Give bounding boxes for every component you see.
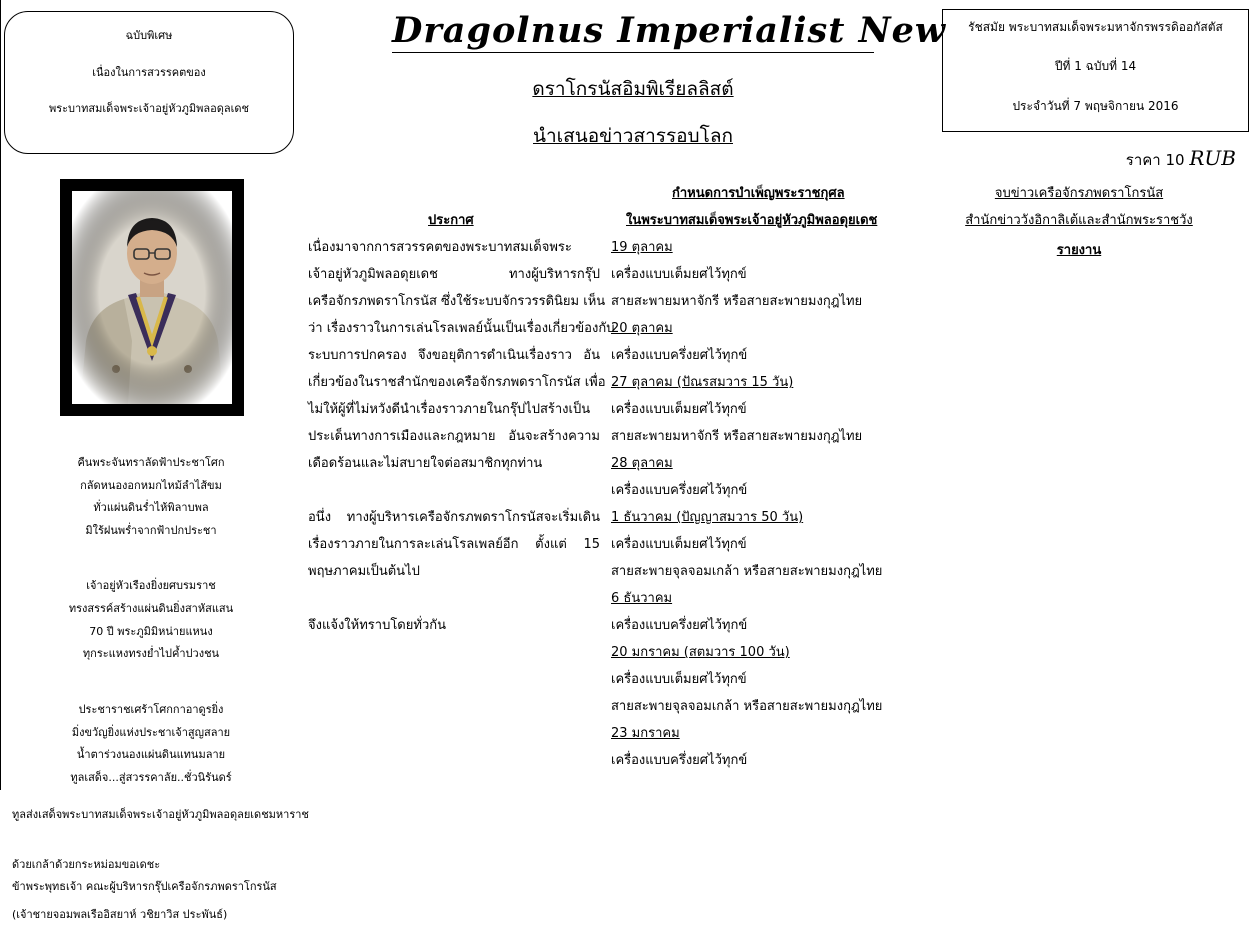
poem-line: ทั่วแผ่นดินร่ำไห้พิลาบพล bbox=[93, 501, 209, 514]
poem-line: ทุกระแหงทรงย่ำไปค้ำปวงชน bbox=[82, 647, 220, 660]
poem-line: เจ้าอยู่หัวเรืองยิ่งยศบรมราช bbox=[86, 579, 216, 592]
announcement-line: ว่า เรื่องราวในการเล่นโรลเพลย์นั้นเป็นเรื่องเกี่ยวข้องกับ bbox=[308, 321, 615, 336]
poem-line: น้ำตาร่วงนองแผ่นดินแทนมลาย bbox=[76, 748, 226, 761]
schedule-dress-code: เครื่องแบบครึ่งยศไว้ทุกข์ bbox=[611, 483, 748, 498]
farewell-salutation: ด้วยเกล้าด้วยกระหม่อมขอเดชะ bbox=[12, 858, 161, 871]
news-end-label: จบข่าวเครือจักรภพดราโกรนัส bbox=[994, 186, 1164, 201]
announcement-line: เรื่องราวภายในการละเล่นโรลเพลย์อีก ตั้งแต่ 15 bbox=[308, 537, 600, 552]
schedule-dress-code: เครื่องแบบเต็มยศไว้ทุกข์ bbox=[611, 672, 747, 687]
portrait-image bbox=[72, 191, 232, 404]
report-label: รายงาน bbox=[1056, 243, 1102, 258]
special-edition-label: ฉบับพิเศษ bbox=[125, 29, 173, 42]
farewell-signer-name: (เจ้าชายจอมพลเรืออิสยาห์ วชิยาวิส ประพันธ์) bbox=[12, 908, 228, 921]
poem-line: คืนพระจันทราลัดฟ้าประชาโศก bbox=[77, 456, 225, 469]
special-edition-box bbox=[4, 11, 294, 154]
announcement-line: เดือดร้อนและไม่สบายใจต่อสมาชิกทุกท่าน bbox=[308, 456, 543, 471]
announcement-closing: จึงแจ้งให้ทราบโดยทั่วกัน bbox=[308, 618, 446, 633]
schedule-dress-code: สายสะพายจุลจอมเกล้า หรือสายสะพายมงกุฎไทย bbox=[611, 564, 883, 579]
king-name-text: พระบาทสมเด็จพระเจ้าอยู่หัวภูมิพลอดุลเดช bbox=[48, 102, 250, 115]
announcement-line: ระบบการปกครอง จึงขอยุติการดำเนินเรื่องราว อัน bbox=[308, 348, 600, 363]
announcement-line: อนึ่ง ทางผู้บริหารเครือจักรภพดราโกรนัสจะเริ่มเดิน bbox=[308, 510, 600, 525]
schedule-date: 20 ตุลาคม bbox=[611, 321, 673, 336]
schedule-dress-code: สายสะพายมหาจักรี หรือสายสะพายมงกุฎไทย bbox=[611, 429, 863, 444]
schedule-heading: กำหนดการบำเพ็ญพระราชกุศล bbox=[672, 186, 845, 201]
announcement-line: เจ้าอยู่หัวภูมิพลอดุยเดช ทางผู้บริหารกรุ๊ป bbox=[308, 267, 600, 282]
poem-line: มิ่งขวัญยิ่งแห่งประชาเจ้าสูญสลาย bbox=[71, 726, 231, 739]
schedule-date: 23 มกราคม bbox=[611, 726, 680, 741]
schedule-dress-code: เครื่องแบบเต็มยศไว้ทุกข์ bbox=[611, 537, 747, 552]
schedule-dress-code: เครื่องแบบครึ่งยศไว้ทุกข์ bbox=[611, 348, 748, 363]
newspaper-tagline: นำเสนอข่าวสารรอบโลก bbox=[533, 125, 733, 147]
schedule-subheading: ในพระบาทสมเด็จพระเจ้าอยู่หัวภูมิพลอดุยเดช bbox=[626, 213, 878, 228]
page-left-border bbox=[0, 0, 1, 790]
price-currency: RUB bbox=[1189, 146, 1236, 170]
announcement-line: ไม่ให้ผู้ที่ไม่หวังดีนำเรื่องราวภายในกรุ๊ปไปสร้างเป็น bbox=[308, 402, 591, 417]
schedule-date: 19 ตุลาคม bbox=[611, 240, 673, 255]
schedule-dress-code: สายสะพายมหาจักรี หรือสายสะพายมงกุฎไทย bbox=[611, 294, 863, 309]
poem-line: ทรงสรรค์สร้างแผ่นดินยิ่งสาหัสแสน bbox=[68, 602, 234, 615]
poem-line: กลัดหนองอกหมกไหม้ลำไส้ขม bbox=[80, 479, 222, 492]
issue-info-box bbox=[942, 9, 1249, 132]
farewell-signatory: ข้าพระพุทธเจ้า คณะผู้บริหารกรุ๊ปเครือจักรภพดราโกรนัส bbox=[12, 880, 277, 893]
schedule-date: 27 ตุลาคม (ปัณรสมวาร 15 วัน) bbox=[611, 375, 794, 390]
poem-line: ทูลเสด็จ...สู่สวรรคาลัย..ชั่วนิรันดร์ bbox=[70, 771, 232, 784]
farewell-dedication: ทูลส่งเสด็จพระบาทสมเด็จพระเจ้าอยู่หัวภูมิพลอดุลยเดชมหาราช bbox=[12, 808, 309, 821]
announcement-heading: ประกาศ bbox=[428, 213, 474, 228]
schedule-date: 28 ตุลาคม bbox=[611, 456, 673, 471]
announcement-line: พฤษภาคมเป็นต้นไป bbox=[308, 564, 420, 579]
issue-number: ปีที่ 1 ฉบับที่ 14 bbox=[1054, 59, 1137, 73]
price-amount: ราคา 10 bbox=[1125, 151, 1185, 169]
announcement-line: ประเด็นทางการเมืองและกฎหมาย อันจะสร้างความ bbox=[308, 429, 600, 444]
poem-line: ประชาราชเศร้าโศกกาอาดูรยิ่ง bbox=[78, 703, 224, 716]
schedule-dress-code: เครื่องแบบครึ่งยศไว้ทุกข์ bbox=[611, 753, 748, 768]
announcement-line: เครือจักรภพดราโกรนัส ซึ่งใช้ระบบจักรวรรดินิยม เห็น bbox=[308, 294, 606, 309]
schedule-date: 20 มกราคม (สตมวาร 100 วัน) bbox=[611, 645, 790, 660]
issue-date: ประจำวันที่ 7 พฤษจิกายน 2016 bbox=[1012, 99, 1179, 113]
newspaper-title: Dragolnus Imperialist New bbox=[392, 10, 946, 51]
price-label bbox=[1060, 146, 1236, 172]
reign-text: รัชสมัย พระบาทสมเด็จพระมหาจักรพรรดิออกัสตัส bbox=[968, 20, 1223, 34]
poem-line: 70 ปี พระภูมิมิหน่ายแหนง bbox=[89, 625, 213, 638]
announcement-line: เนื่องมาจากการสวรรคตของพระบาทสมเด็จพระ bbox=[308, 240, 572, 255]
schedule-dress-code: เครื่องแบบเต็มยศไว้ทุกข์ bbox=[611, 267, 747, 282]
title-underline bbox=[392, 52, 874, 53]
announcement-line: เกี่ยวข้องในราชสำนักของเครือจักรภพดราโกรนัส เพื่อ bbox=[308, 375, 606, 390]
news-agency-label: สำนักข่าววังอิกาลิเต้และสำนักพระราชวัง bbox=[965, 213, 1193, 228]
schedule-date: 6 ธันวาคม bbox=[611, 591, 673, 606]
schedule-dress-code: เครื่องแบบครึ่งยศไว้ทุกข์ bbox=[611, 618, 748, 633]
schedule-date: 1 ธันวาคม (ปัญญาสมวาร 50 วัน) bbox=[611, 510, 804, 525]
portrait-illustration bbox=[72, 191, 232, 404]
poem-line: มิใร้ฝนพร่ำจากฟ้าปกประชา bbox=[85, 524, 217, 537]
schedule-dress-code: สายสะพายจุลจอมเกล้า หรือสายสะพายมงกุฎไทย bbox=[611, 699, 883, 714]
schedule-dress-code: เครื่องแบบเต็มยศไว้ทุกข์ bbox=[611, 402, 747, 417]
newspaper-thai-name: ดราโกรนัสอิมพิเรียลลิสต์ bbox=[532, 78, 734, 100]
occasion-text: เนื่องในการสวรรคตของ bbox=[92, 66, 206, 79]
